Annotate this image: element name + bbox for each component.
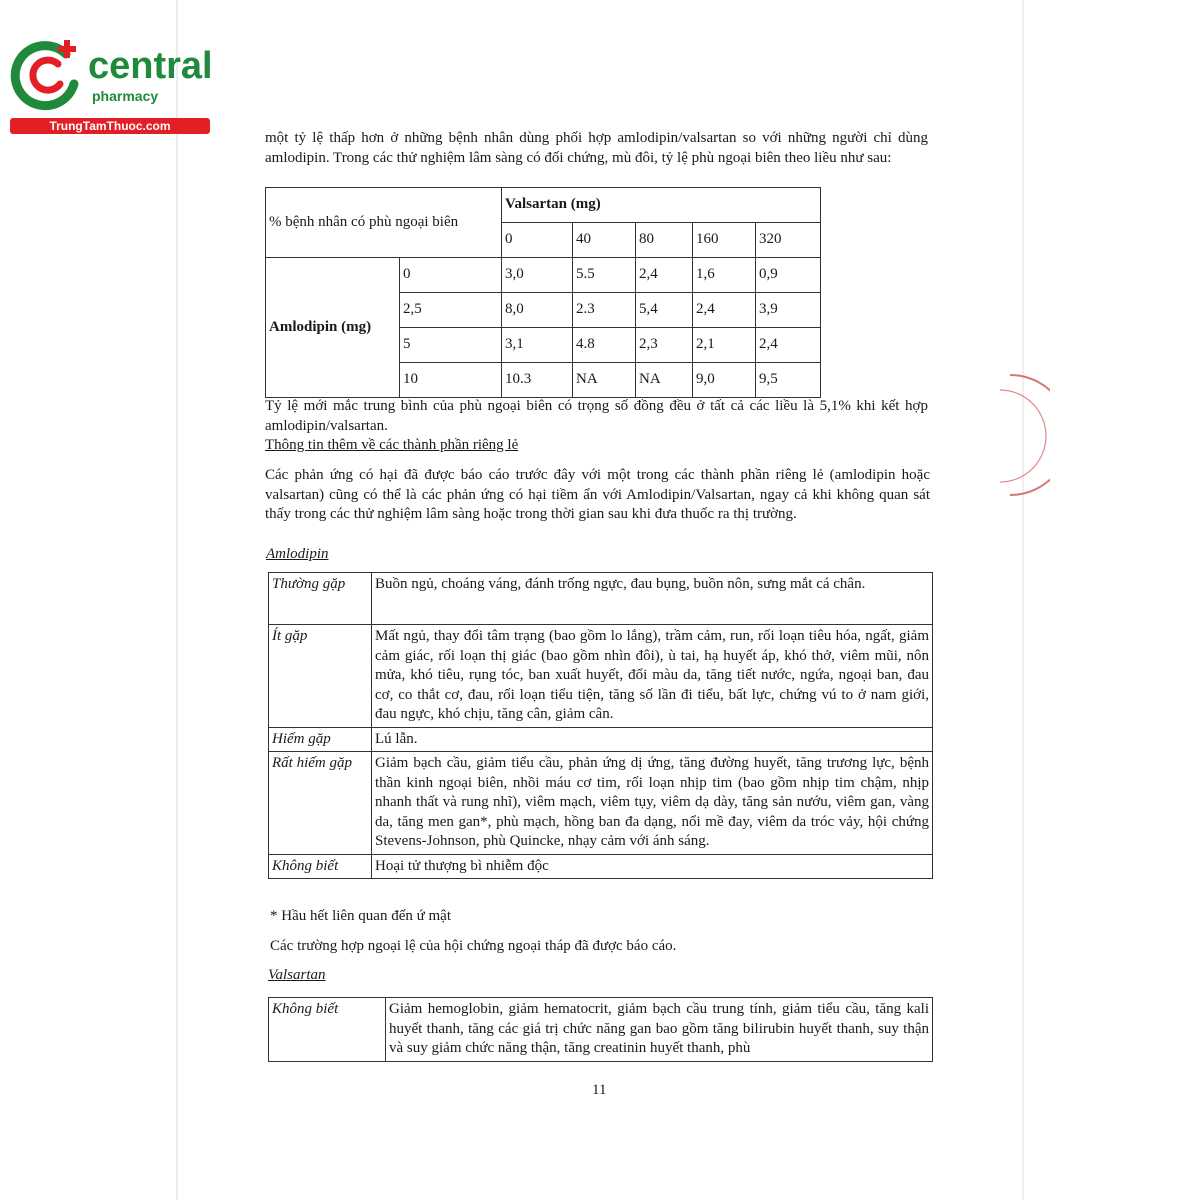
incidence-paragraph: Tỷ lệ mới mắc trung bình của phù ngoại biên có trọng số đồng đều ở tất cả các liều là 5,1% khi kết hợp amlodipin/valsartan.: [265, 398, 928, 434]
table-cell: 2,4: [636, 258, 693, 293]
extrapyramidal-note: Các trường hợp ngoại lệ của hội chứng ngoại tháp đã được báo cáo.: [270, 938, 677, 954]
footnote: * Hầu hết liên quan đến ứ mật: [270, 908, 451, 924]
frequency-cell: Không biết: [269, 998, 386, 1062]
reaction-cell: Lú lẫn.: [372, 727, 933, 752]
amlodipin-adverse-table: [268, 572, 933, 879]
reaction-cell: Giảm bạch cầu, giảm tiểu cầu, phản ứng dị ứng, tăng đường huyết, tăng trương lực, bệnh thần kinh ngoại biên, nhồi máu cơ tim, rối loạn nhịp tim (bao gồm nhịp tim chậm, nhịp nhanh thất và rung nhĩ), viêm mạch, viêm tụy, viêm dạ dày, tăng sản nướu, viêm gan, vàng da, tăng men gan*, phù mạch, hồng ban đa dạng, nổi mề đay, viêm da tróc vảy, hội chứng Stevens-Johnson, phù Quincke, nhạy cảm với ánh sáng.: [372, 752, 933, 855]
col-header: 40: [573, 223, 636, 258]
page-number: 11: [592, 1082, 607, 1098]
row-header: 10: [400, 363, 502, 398]
page-edge-right: [1022, 0, 1024, 1200]
table-cell: 9,0: [693, 363, 756, 398]
table-cell: 3,1: [502, 328, 573, 363]
valsartan-adverse-table: [268, 997, 933, 1062]
frequency-cell: Hiếm gặp: [269, 727, 372, 752]
row-header: 5: [400, 328, 502, 363]
frequency-cell: Rất hiếm gặp: [269, 752, 372, 855]
section-heading: Thông tin thêm về các thành phần riêng lẻ: [265, 437, 519, 453]
table-corner-label: % bệnh nhân có phù ngoại biên: [266, 188, 502, 258]
row-header: 0: [400, 258, 502, 293]
table-cell: 9,5: [756, 363, 821, 398]
table-cell: NA: [573, 363, 636, 398]
logo-subtitle: pharmacy: [92, 88, 159, 104]
table-cell: 5.5: [573, 258, 636, 293]
table-cell: 10.3: [502, 363, 573, 398]
table-cell: 3,9: [756, 293, 821, 328]
edema-rate-table: [265, 187, 821, 398]
pharmacy-cross-icon: [8, 36, 84, 112]
reaction-cell: Mất ngủ, thay đổi tâm trạng (bao gồm lo lắng), trầm cảm, run, rối loạn tiêu hóa, ngất, giảm cảm giác, rối loạn thị giác (bao gồm nhìn đôi), ù tai, hạ huyết áp, khó thở, viêm mũi, nôn mửa, khó tiêu, rụng tóc, ban xuất huyết, đổi màu da, tăng tiết nước, ngứa, ngoại ban, đau cơ, co thắt cơ, đau, rối loạn tiểu tiện, tăng số lần đi tiểu, bất lực, chứng vú to ở nam giới, đau ngực, khó chịu, tăng cân, giảm cân.: [372, 625, 933, 728]
reaction-cell: Buồn ngủ, choáng váng, đánh trống ngực, đau bụng, buồn nôn, sưng mắt cá chân.: [372, 573, 933, 625]
reaction-cell: Hoại tử thượng bì nhiễm độc: [372, 854, 933, 879]
table-cell: 3,0: [502, 258, 573, 293]
table-cell: 2,1: [693, 328, 756, 363]
intro-paragraph: một tỷ lệ thấp hơn ở những bệnh nhân dùng phối hợp amlodipin/valsartan so với những người chỉ dùng amlodipin. Trong các thử nghiệm lâm sàng có đối chứng, mù đôi, tỷ lệ phù ngoại biên theo liều như sau:: [265, 130, 928, 166]
amlodipin-heading: Amlodipin: [266, 546, 329, 562]
col-header: 0: [502, 223, 573, 258]
table-cell: 0,9: [756, 258, 821, 293]
col-header: 320: [756, 223, 821, 258]
table-cell: 2,4: [756, 328, 821, 363]
table-cell: 2,3: [636, 328, 693, 363]
valsartan-heading: Valsartan: [268, 967, 326, 983]
page-edge-left: [176, 0, 178, 1200]
table-cell: 2,4: [693, 293, 756, 328]
section-paragraph: Các phản ứng có hại đã được báo cáo trước đây với một trong các thành phần riêng lẻ (amlodipin hoặc valsartan) cũng có thể là các phản ứng có hại tiềm ẩn với Amlodipin/Valsartan, ngay cả khi không quan sát thấy trong các thử nghiệm lâm sàng hoặc trong thời gian sau khi đưa thuốc ra thị trường.: [265, 467, 930, 522]
frequency-cell: Thường gặp: [269, 573, 372, 625]
table-cell: NA: [636, 363, 693, 398]
logo-website: TrungTamThuoc.com: [10, 118, 210, 134]
table-cell: 8,0: [502, 293, 573, 328]
table-cell: 2.3: [573, 293, 636, 328]
row-header: 2,5: [400, 293, 502, 328]
col-header: 160: [693, 223, 756, 258]
table-cell: 5,4: [636, 293, 693, 328]
reaction-cell: Giảm hemoglobin, giảm hematocrit, giảm bạch cầu trung tính, giảm tiểu cầu, tăng kali huyết thanh, tăng các giá trị chức năng gan bao gồm tăng bilirubin huyết thanh, suy thận và suy giảm chức năng thận, tăng creatinin huyết thanh, phù: [386, 998, 933, 1062]
frequency-cell: Không biết: [269, 854, 372, 879]
table-cell: 1,6: [693, 258, 756, 293]
frequency-cell: Ít gặp: [269, 625, 372, 728]
col-header: 80: [636, 223, 693, 258]
table-cell: 4.8: [573, 328, 636, 363]
logo-name: central: [88, 45, 213, 87]
official-stamp: [990, 370, 1050, 500]
amlodipin-group-header: Amlodipin (mg): [266, 258, 400, 398]
valsartan-group-header: Valsartan (mg): [502, 188, 821, 223]
central-pharmacy-logo[interactable]: [8, 36, 213, 136]
